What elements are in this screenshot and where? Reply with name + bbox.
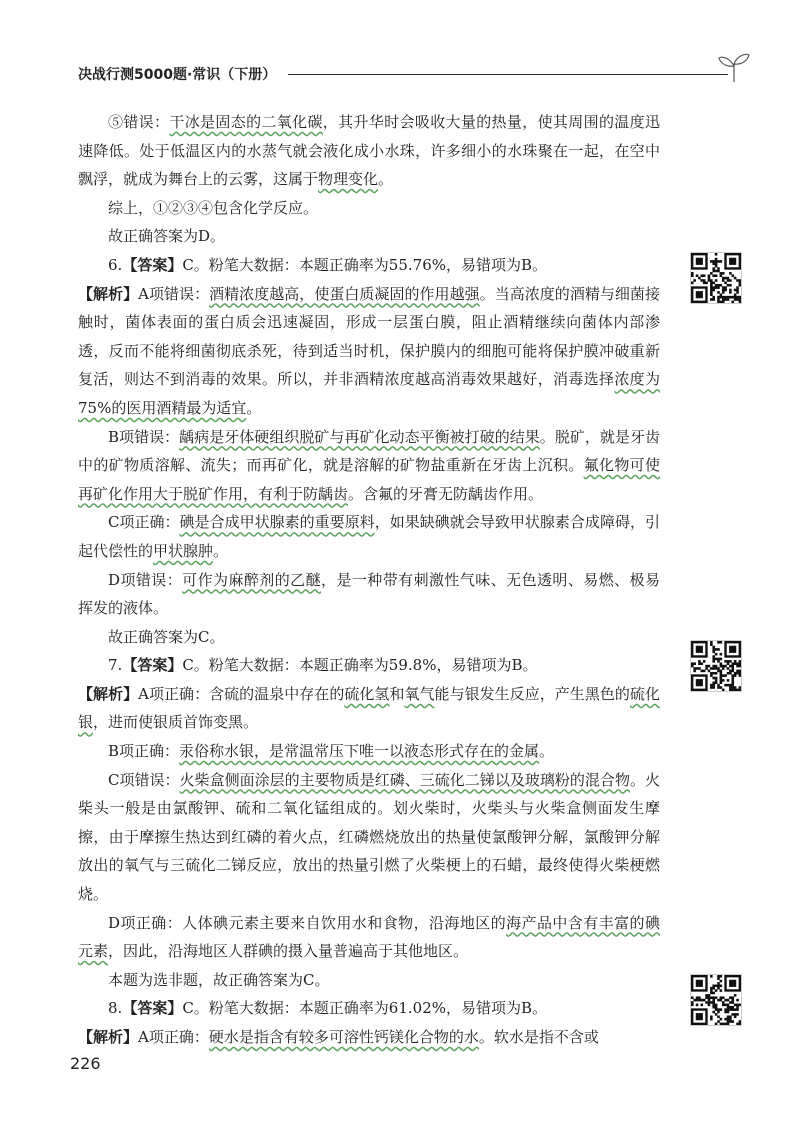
question-8-analysis-a: 【解析】A项正确：硬水是指含有较多可溶性钙镁化合物的水。软水是指不含或	[78, 1028, 599, 1046]
running-header	[78, 58, 768, 88]
page-number: 226	[70, 1054, 101, 1073]
page-content	[78, 108, 660, 1052]
qr-code-question-7	[690, 640, 742, 692]
question-8-answer: 8.【答案】C。粉笔大数据：本题正确率为61.02%，易错项为B。	[108, 999, 548, 1018]
question-7-analysis-a: 【解析】A项正确：含硫的温泉中存在的硫化氢和氧气能与银发生反应，产生黑色的硫化银，进而使银质首饰变黑。	[78, 684, 660, 732]
question-7-analysis-c: C项错误：火柴盒侧面涂层的主要物质是红磷、三硫化二锑以及玻璃粉的混合物。火柴头一般是由氯酸钾、硫和二氧化锰组成的。划火柴时，火柴头与火柴盒侧面发生摩擦，由于摩擦生热达到红磷的着火点，红磷燃烧放出的热量使氯酸钾分解，氯酸钾分解放出的氧气与三硫化二锑反应，放出的热量引燃了火柴梗上的石蜡，最终使得火柴梗燃烧。	[78, 770, 660, 904]
question-6-analysis-a: 【解析】A项错误：酒精浓度越高，使蛋白质凝固的作用越强。当高浓度的酒精与细菌接触时，菌体表面的蛋白质会迅速凝固，形成一层蛋白膜，阻止酒精继续向菌体内部渗透，反而不能将细菌彻底杀死，待到适当时机，保护膜内的细胞可能将保护膜冲破重新复活，则达不到消毒的效果。所以，并非酒精浓度越高消毒效果越好，消毒选择浓度为75%的医用酒精最为适宜。	[78, 284, 660, 417]
question-6-analysis-d: D项错误：可作为麻醉剂的乙醚，是一种带有刺激性气味、无色透明、易燃、极易挥发的液体。	[78, 570, 660, 618]
paragraph: ⑤错误：干冰是固态的二氧化碳，其升华时会吸收大量的热量，使其周围的温度迅速降低。处于低温区内的水蒸气就会液化成小水珠，许多细小的水珠聚在一起，在空中飘浮，就成为舞台上的云雾，这属于物理变化。	[78, 113, 660, 189]
sprout-icon	[718, 48, 750, 82]
question-6-conclusion: 故正确答案为C。	[108, 627, 225, 646]
question-6-analysis-c: C项正确：碘是合成甲状腺素的重要原料，如果缺碘就会导致甲状腺素合成障碍，引起代偿性的甲状腺肿。	[78, 513, 660, 560]
qr-code-question-8	[690, 974, 742, 1026]
question-7-answer: 7.【答案】C。粉笔大数据：本题正确率为59.8%，易错项为B。	[108, 656, 538, 675]
question-6-analysis-b: B项错误：龋病是牙体硬组织脱矿与再矿化动态平衡被打破的结果。脱矿，就是牙齿中的矿物质溶解、流失；而再矿化，就是溶解的矿物盐重新在牙齿上沉积。氟化物可使再矿化作用大于脱矿作用，有利于防龋齿。含氟的牙膏无防龋齿作用。	[78, 427, 660, 503]
question-7-analysis-b: B项正确：汞俗称水银，是常温常压下唯一以液态形式存在的金属。	[108, 742, 555, 761]
question-6-answer: 6.【答案】C。粉笔大数据：本题正确率为55.76%，易错项为B。	[108, 255, 548, 274]
header-title: 决战行测5000题·常识（下册）	[78, 67, 277, 83]
question-7-analysis-d: D项正确：人体碘元素主要来自饮用水和食物，沿海地区的海产品中含有丰富的碘元素，因此，沿海地区人群碘的摄入量普遍高于其他地区。	[78, 913, 660, 961]
qr-code-question-6	[690, 252, 742, 304]
paragraph: 综上，①②③④包含化学反应。	[108, 198, 319, 217]
header-rule	[288, 74, 728, 75]
paragraph: 故正确答案为D。	[108, 227, 226, 246]
question-7-conclusion: 本题为选非题，故正确答案为C。	[108, 970, 330, 989]
